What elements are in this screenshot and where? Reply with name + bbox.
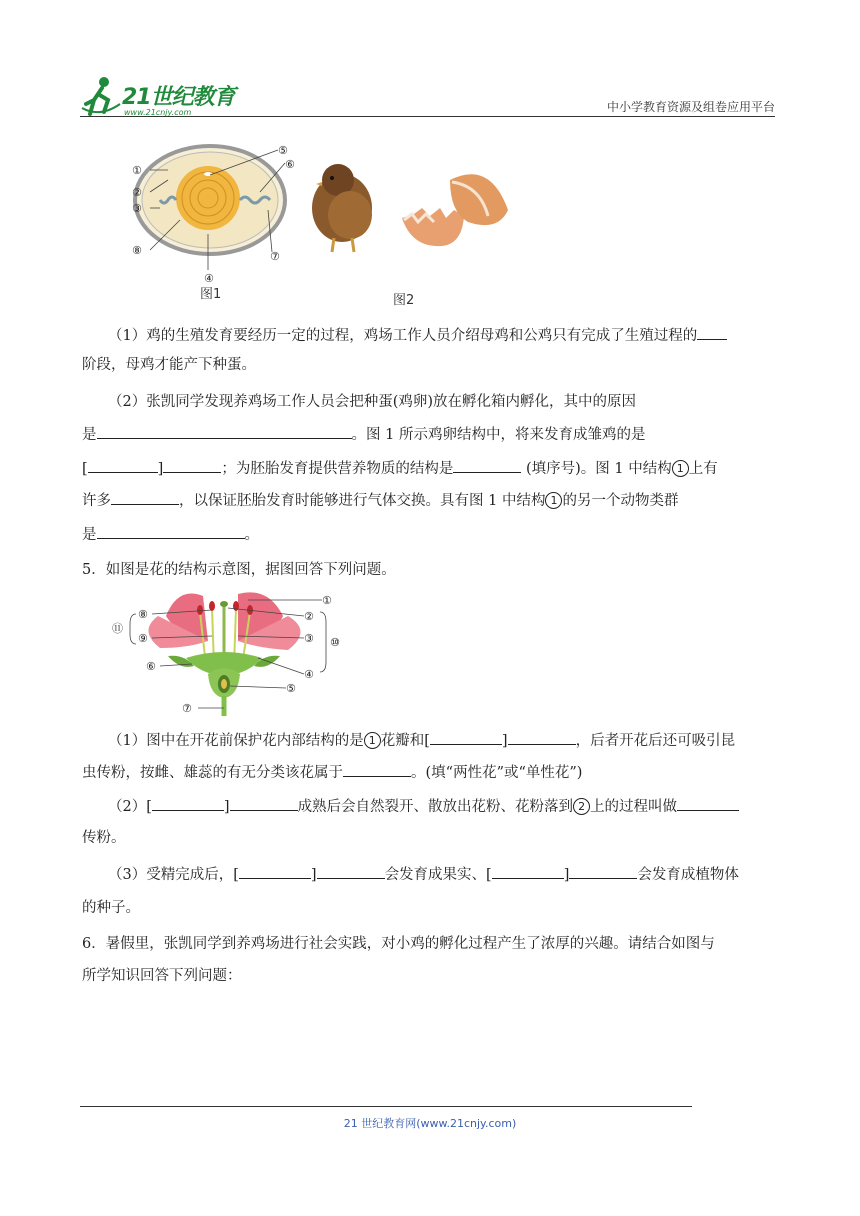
q4-p2-text: 是	[82, 427, 97, 443]
egg-label-6: ⑥	[285, 158, 295, 171]
flower-label-2: ②	[304, 610, 314, 623]
q4-p2-text: 上有	[688, 461, 718, 477]
q5-p3-text: （3）受精完成后，[	[108, 867, 239, 883]
q4-p2-line2	[82, 424, 645, 445]
q4-reason-blank[interactable]	[97, 424, 352, 439]
q4-p2-text: ，以保证胚胎发育时能够进行气体交换。具有图 1 中结构	[179, 493, 546, 509]
egg-label-1: ①	[132, 164, 142, 177]
flower-label-1: ①	[322, 594, 332, 607]
q4-p2-text: (填序号)。图 1 中结构	[521, 461, 672, 477]
structure-number-badge: 1	[364, 732, 381, 749]
q4-p2-text: 许多	[82, 493, 111, 509]
egg-chick-figure	[120, 140, 540, 310]
structure-number-badge: 1	[672, 460, 689, 477]
q5-p1-text: 花瓣和[	[380, 733, 430, 749]
bracket: ]	[563, 867, 570, 883]
q5-p1-text: 。(填“两性花”或“单性花”)	[411, 765, 583, 781]
logo-text: 21世纪教育	[122, 85, 235, 110]
q6-line1: 6．暑假里，张凯同学到养鸡场进行社会实践，对小鸡的孵化过程产生了浓厚的兴趣。请结合如图与	[82, 936, 715, 952]
q5-p1-text: ，后者开花后还可吸引昆	[575, 733, 736, 749]
q5-ovary-name-blank[interactable]	[317, 864, 385, 879]
flower-label-10: ⑩	[330, 636, 340, 649]
q6-line2: 所学知识回答下列问题：	[82, 968, 242, 984]
q4-pores-blank[interactable]	[111, 490, 179, 505]
q5-anther-number-blank[interactable]	[152, 796, 224, 811]
bracket: ]	[501, 733, 508, 749]
header-platform-name: 中小学教育资源及组卷应用平台	[606, 100, 775, 114]
footer-link[interactable]: 21 世纪教育网(www.21cnjy.com)	[343, 1117, 517, 1130]
egg-label-2: ②	[132, 186, 142, 199]
q5-pollination-blank[interactable]	[677, 796, 739, 811]
flower-label-11: ⑪	[112, 622, 123, 635]
site-logo	[80, 70, 250, 118]
q4-p2-text: 的另一个动物类群	[562, 493, 679, 509]
flower-label-8: ⑧	[138, 608, 148, 621]
q5-p2-text: 上的过程叫做	[590, 799, 678, 815]
flower-label-9: ⑨	[138, 632, 148, 645]
bracket: ]	[310, 867, 317, 883]
flower-label-5: ⑤	[286, 682, 296, 695]
structure-number-badge: 2	[573, 798, 590, 815]
q5-flower-type-blank[interactable]	[343, 762, 411, 777]
q5-sepal-name-blank[interactable]	[508, 730, 576, 745]
egg-label-4: ④	[204, 272, 214, 285]
q4-p2-line4	[82, 490, 678, 511]
q5-p2-text: （2）[	[108, 799, 152, 815]
header-divider	[80, 116, 775, 117]
q5-title: 5．如图是花的结构示意图，据图回答下列问题。	[82, 562, 396, 578]
q5-p3-text: 会发育成植物体	[637, 867, 739, 883]
q4-p1-text: （1）鸡的生殖发育要经历一定的过程，鸡场工作人员介绍母鸡和公鸡只有完成了生殖过程的	[108, 328, 698, 344]
q5-anther-name-blank[interactable]	[230, 796, 298, 811]
egg-label-3: ③	[132, 202, 142, 215]
q5-p2-line1	[108, 796, 739, 817]
runner-logo-icon	[80, 74, 122, 118]
footer-divider	[80, 1106, 692, 1107]
q5-ovary-number-blank[interactable]	[239, 864, 311, 879]
q5-p1-line1	[108, 730, 735, 751]
flower-structure-figure	[108, 586, 358, 716]
bracket: ]	[157, 461, 164, 477]
egg-label-5: ⑤	[278, 144, 288, 157]
q5-p1-text: （1）图中在开花前保护花内部结构的是	[108, 733, 364, 749]
bracket: ]	[223, 799, 230, 815]
fig1-caption: 图1	[200, 287, 222, 302]
egg-label-7: ⑦	[270, 250, 280, 263]
q4-p2-line1: （2）张凯同学发现养鸡场工作人员会把种蛋(鸡卵)放在孵化箱内孵化，其中的原因	[108, 394, 637, 410]
chick-eggshell-photo	[312, 164, 508, 308]
q5-p1-text: 虫传粉，按雌、雄蕊的有无分类该花属于	[82, 765, 343, 781]
q4-p2-line3	[82, 458, 718, 479]
q4-p2-text: 是	[82, 527, 97, 543]
q5-ovule-name-blank[interactable]	[569, 864, 637, 879]
q4-embryo-name-blank[interactable]	[163, 458, 221, 473]
q4-animal-group-blank[interactable]	[97, 524, 245, 539]
logo-url: www.21cnjy.com	[124, 108, 192, 117]
q4-embryo-number-blank[interactable]	[88, 458, 158, 473]
q5-sepal-number-blank[interactable]	[430, 730, 502, 745]
q4-p2-text: ；为胚胎发育提供营养物质的结构是	[221, 461, 454, 477]
q4-p2-text: 。	[244, 527, 259, 543]
q5-p1-line2	[82, 762, 582, 783]
flower-label-7: ⑦	[182, 702, 192, 715]
q5-p3-line2: 的种子。	[82, 900, 140, 916]
q4-p1-blank[interactable]	[697, 325, 727, 340]
q5-p2-text: 成熟后会自然裂开、散放出花粉、花粉落到	[297, 799, 574, 815]
q5-p2-line2: 传粉。	[82, 830, 126, 846]
structure-number-badge: 1	[545, 492, 562, 509]
egg-structure-diagram	[132, 144, 295, 302]
q4-p2-line5	[82, 524, 259, 545]
bracket: [	[82, 461, 88, 477]
q5-p3-line1	[108, 864, 739, 885]
flower-label-4: ④	[304, 668, 314, 681]
q4-p2-text: 。图 1 所示鸡卵结构中，将来发育成雏鸡的是	[351, 427, 646, 443]
flower-label-6: ⑥	[146, 660, 156, 673]
flower-label-3: ③	[304, 632, 314, 645]
egg-label-8: ⑧	[132, 244, 142, 257]
q5-ovule-number-blank[interactable]	[492, 864, 564, 879]
page-header	[80, 62, 775, 118]
fig2-caption: 图2	[393, 293, 415, 308]
q4-p1-line2: 阶段，母鸡才能产下种蛋。	[82, 357, 256, 373]
q4-p1-line1	[108, 325, 727, 346]
q5-p3-text: 会发育成果实、[	[384, 867, 492, 883]
q4-nutrient-blank[interactable]	[453, 458, 521, 473]
